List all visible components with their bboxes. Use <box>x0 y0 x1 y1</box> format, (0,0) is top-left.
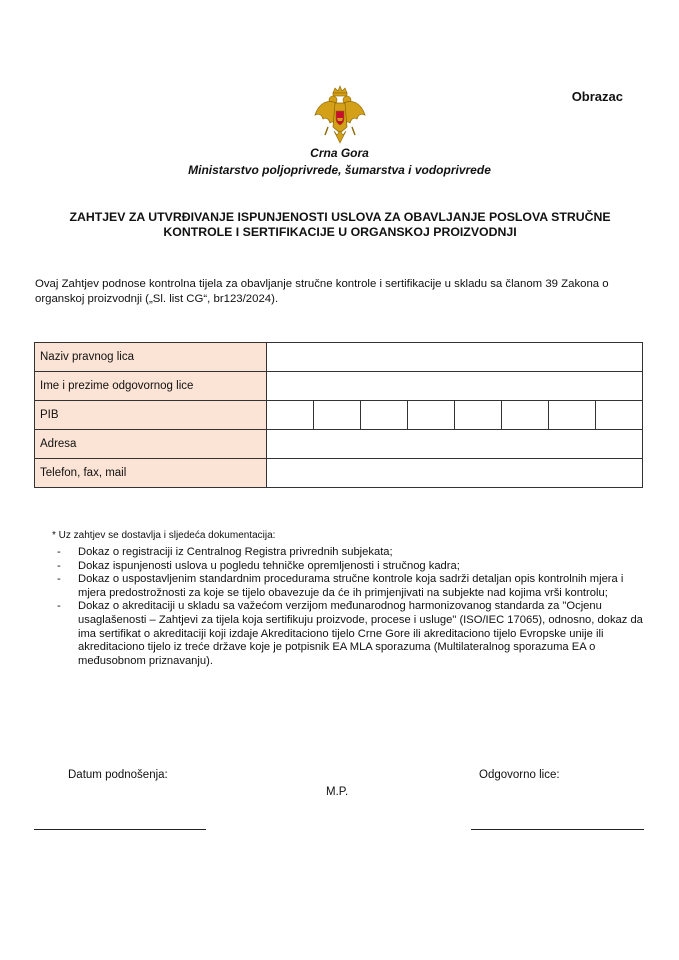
field-label: Ime i prezime odgovornog lice <box>35 372 267 401</box>
address-field[interactable] <box>267 430 643 459</box>
list-item-text: Dokaz o uspostavljenim standardnim procedurama stručne kontrole koja sadrži detaljan opis kontrolnih mjera i mjera predostrožnosti za koje se tijelo obavezuje da će ih primjenjivati na subjekte nad kojima vrši kontrolu; <box>78 573 624 599</box>
list-item: - Dokaz o registraciji iz Centralnog Registra privrednih subjekata; <box>57 546 393 558</box>
pib-digit-box[interactable] <box>596 401 643 430</box>
contact-field[interactable] <box>267 459 643 488</box>
field-label: Telefon, fax, mail <box>35 459 267 488</box>
documentation-heading: * Uz zahtjev se dostavlja i sljedeća dokumentacija: <box>52 530 276 541</box>
list-item-text: Dokaz ispunjenosti uslova u pogledu tehničke opremljenosti i stručnog kadra; <box>78 559 460 572</box>
coat-of-arms-icon <box>313 85 367 145</box>
title-line: KONTROLE I SERTIFIKACIJE U ORGANSKOJ PROIZVODNJI <box>163 225 517 239</box>
field-label: Naziv pravnog lica <box>35 343 267 372</box>
country-name: Crna Gora <box>310 146 369 160</box>
pib-digit-box[interactable] <box>267 401 314 430</box>
form-label: Obrazac <box>571 89 623 104</box>
stamp-place-label: M.P. <box>326 786 349 798</box>
documentation-list <box>54 546 644 668</box>
date-signature-line[interactable] <box>34 829 206 830</box>
table-row <box>35 459 643 488</box>
pib-digit-box[interactable] <box>361 401 408 430</box>
responsible-signature-line[interactable] <box>471 829 644 830</box>
field-label: PIB <box>35 401 267 430</box>
table-row <box>35 343 643 372</box>
list-item: - Dokaz o akreditaciji u skladu sa važećom verzijom međunarodnog harmonizovanog standarda za "Ocjenu usaglašenosti – Zahtjevi za tijela koja sertifikuju proizvode, procese i usluge" (ISO/IEC 17065), odnosno, dokaz da ima sertifikat o akreditaciji koji izdaje Akreditaciono tijelo Crne Gore ili akreditaciono tijelo Evropske unije ili akreditaciono tijelo iz treće države koje je potpisnik EA MLA sporazuma (Multilateralnog sporazuma EA o međusobnom priznavanju). <box>57 600 643 667</box>
responsible-person-field[interactable] <box>267 372 643 401</box>
title-line: ZAHTJEV ZA UTVRĐIVANJE ISPUNJENOSTI USLOVA ZA OBAVLJANJE POSLOVA STRUČNE <box>69 210 611 224</box>
pib-digit-box[interactable] <box>314 401 361 430</box>
legal-entity-name-field[interactable] <box>267 343 643 372</box>
pib-digit-box[interactable] <box>549 401 596 430</box>
pib-digit-box[interactable] <box>502 401 549 430</box>
applicant-data-table <box>34 342 643 488</box>
list-item: - Dokaz ispunjenosti uslova u pogledu tehničke opremljenosti i stručnog kadra; <box>57 559 460 572</box>
table-row <box>35 430 643 459</box>
table-row <box>35 372 643 401</box>
list-item-text: Dokaz o registraciji iz Centralnog Registra privrednih subjekata; <box>78 546 393 558</box>
submission-date-label: Datum podnošenja: <box>68 769 168 781</box>
pib-digit-box[interactable] <box>455 401 502 430</box>
responsible-person-label: Odgovorno lice: <box>479 769 560 781</box>
ministry-name: Ministarstvo poljoprivrede, šumarstva i vodoprivrede <box>188 163 491 177</box>
pib-digit-box[interactable] <box>408 401 455 430</box>
list-item-text: Dokaz o akreditaciji u skladu sa važećom verzijom međunarodnog harmonizovanog standarda za "Ocjenu usaglašenosti – Zahtjevi za tijela koja sertifikuju proizvode, procese i usluge" (ISO/IEC 17065), odnosno, dokaz da ima sertifikat o akreditaciji koji izdaje Akreditaciono tijelo Crne Gore ili akreditaciono tijelo Evropske unije ili akreditaciono tijelo iz treće države koje je potpisnik EA MLA sporazuma (Multilateralnog sporazuma EA o međusobnom priznavanju). <box>78 600 643 667</box>
list-item: - Dokaz o uspostavljenim standardnim procedurama stručne kontrole koja sadrži detaljan opis kontrolnih mjera i mjera predostrožnosti za koje se tijelo obavezuje da će ih primjenjivati na subjekte nad kojima vrši kontrolu; <box>57 573 624 599</box>
table-row <box>35 401 643 430</box>
field-label: Adresa <box>35 430 267 459</box>
intro-paragraph: Ovaj Zahtjev podnose kontrolna tijela za obavljanje stručne kontrole i sertifikacije u skladu sa članom 39 Zakona o organskoj proizvodnji („Sl. list CG“, br123/2024). <box>35 278 609 305</box>
document-title <box>40 210 640 240</box>
